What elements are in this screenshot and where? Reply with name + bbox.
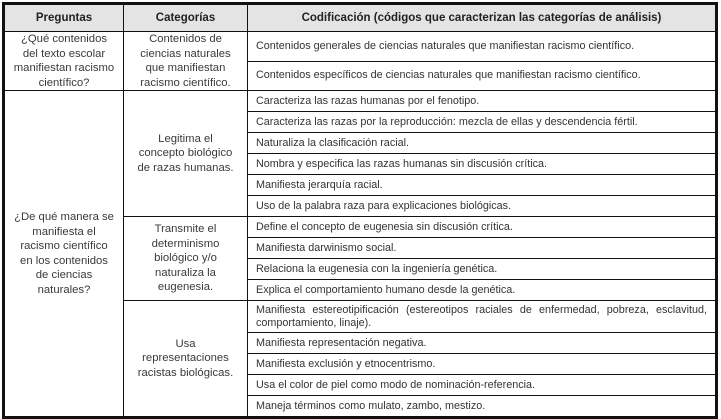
category-cell: Transmite el determinismo biológico y/o naturaliza la eugenesia.	[124, 217, 248, 301]
header-preguntas: Preguntas	[4, 4, 124, 32]
code-cell: Nombra y especifica las razas humanas sin discusión crítica.	[248, 154, 717, 175]
header-row	[4, 4, 717, 32]
code-cell: Define el concepto de eugenesia sin discusión crítica.	[248, 217, 717, 238]
code-cell: Caracteriza las razas por la reproducción: mezcla de ellas y descendencia fértil.	[248, 112, 717, 133]
table-row	[4, 91, 717, 112]
category-cell: Legitima el concepto biológico de razas humanas.	[124, 91, 248, 217]
code-cell: Maneja términos como mulato, zambo, mestizo.	[248, 396, 717, 418]
code-cell: Caracteriza las razas humanas por el fenotipo.	[248, 91, 717, 112]
table-row	[4, 32, 717, 62]
code-cell: Uso de la palabra raza para explicaciones biológicas.	[248, 196, 717, 217]
code-cell: Manifiesta representación negativa.	[248, 333, 717, 354]
coding-table-container	[2, 2, 718, 419]
code-cell: Manifiesta darwinismo social.	[248, 238, 717, 259]
question-cell: ¿De qué manera se manifiesta el racismo científico en los contenidos de ciencias naturales?	[4, 91, 124, 418]
coding-table	[2, 2, 718, 419]
code-cell: Contenidos específicos de ciencias naturales que manifiestan racismo científico.	[248, 61, 717, 91]
category-cell: Contenidos de ciencias naturales que manifiestan racismo científico.	[124, 32, 248, 91]
category-cell: Usa representaciones racistas biológicas.	[124, 301, 248, 418]
code-cell: Usa el color de piel como modo de nominación-referencia.	[248, 375, 717, 396]
code-cell: Relaciona la eugenesia con la ingeniería genética.	[248, 259, 717, 280]
question-cell: ¿Qué contenidos del texto escolar manifiestan racismo científico?	[4, 32, 124, 91]
code-cell: Manifiesta jerarquía racial.	[248, 175, 717, 196]
header-categorias: Categorías	[124, 4, 248, 32]
code-cell: Contenidos generales de ciencias naturales que manifiestan racismo científico.	[248, 32, 717, 62]
code-cell: Manifiesta exclusión y etnocentrismo.	[248, 354, 717, 375]
code-cell: Naturaliza la clasificación racial.	[248, 133, 717, 154]
code-cell: Explica el comportamiento humano desde la genética.	[248, 280, 717, 301]
header-codificacion: Codificación (códigos que caracterizan las categorías de análisis)	[248, 4, 717, 32]
code-cell: Manifiesta estereotipificación (estereotipos raciales de enfermedad, pobreza, esclavitud, comportamiento, linaje).	[248, 301, 717, 333]
